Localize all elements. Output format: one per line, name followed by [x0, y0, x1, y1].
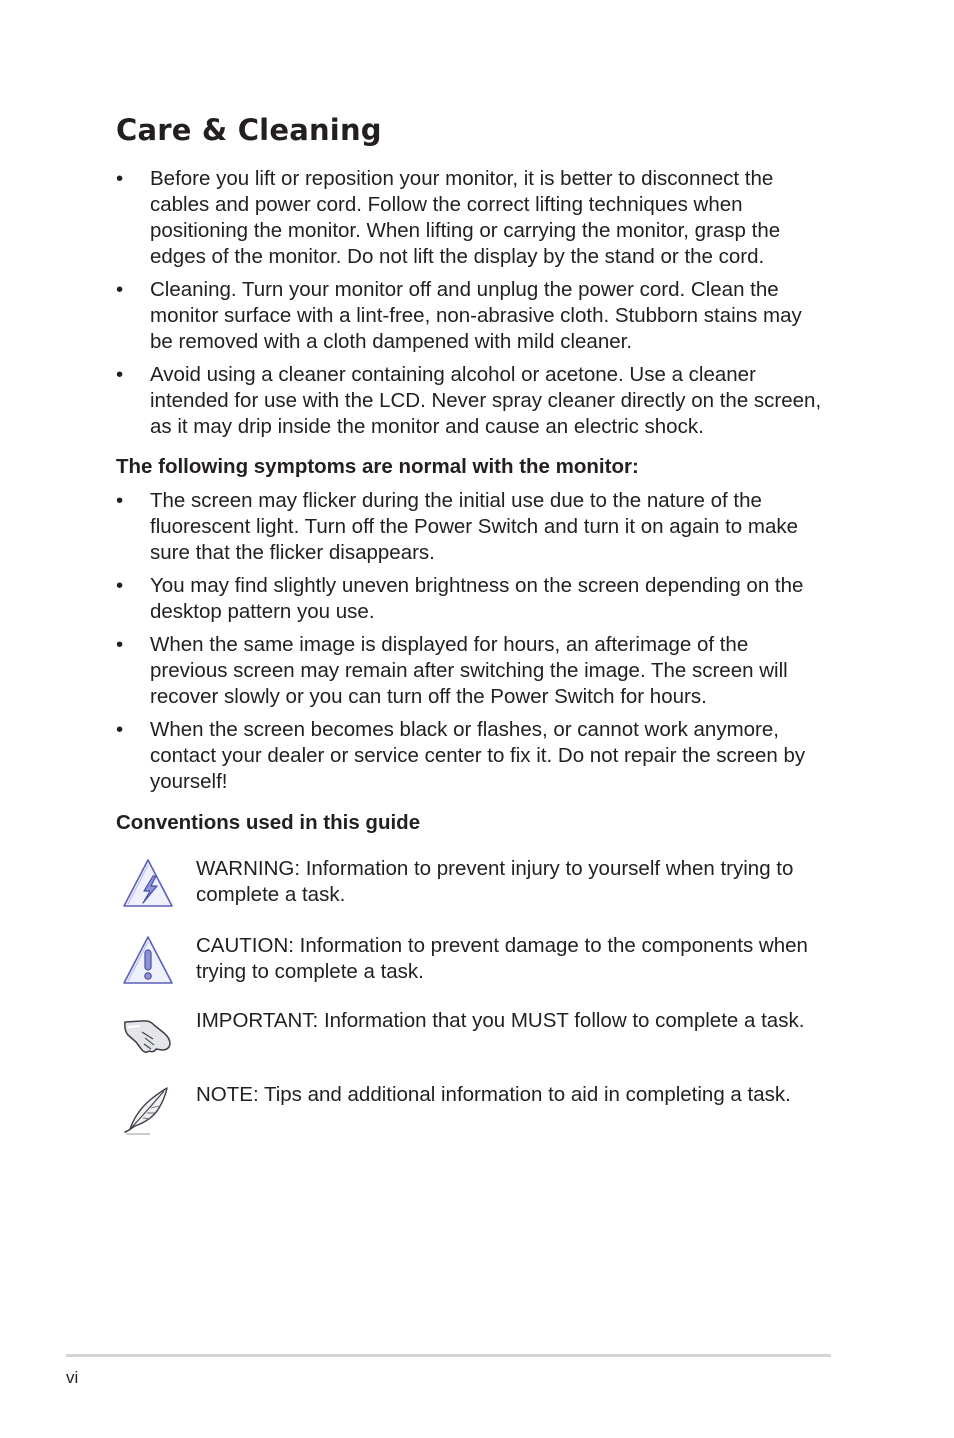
list-item [116, 362, 828, 440]
list-item [116, 166, 828, 270]
list-item [116, 717, 828, 795]
bullet-icon: • [116, 633, 124, 656]
bullet-icon: • [116, 278, 124, 301]
footer-divider [66, 1354, 831, 1357]
page-number: vi [66, 1368, 79, 1387]
pointing-hand-icon [120, 1008, 176, 1064]
caution-text: CAUTION: Information to prevent damage to the components when trying to complete a task. [196, 934, 808, 983]
bullet-text: Before you lift or reposition your monitor, it is better to disconnect the cables and power cord. Follow the correct lifting techniques when positioning the monitor. When lifting or carrying the monitor, grasp the edges of the monitor. Do not lift the display by the stand or the cord. [150, 167, 781, 268]
warning-text: WARNING: Information to prevent injury to yourself when trying to complete a task. [196, 857, 794, 906]
bullet-text: When the same image is displayed for hours, an afterimage of the previous screen may remain after switching the image. The screen will recover slowly or you can turn off the Power Switch for hours. [150, 633, 788, 708]
page-title: Care & Cleaning [116, 113, 382, 147]
conventions-heading: Conventions used in this guide [116, 811, 421, 834]
list-item [116, 488, 828, 566]
bullet-text: The screen may flicker during the initial use due to the nature of the fluorescent light. Turn off the Power Switch and turn it on again to make sure that the flicker disappears. [150, 489, 799, 564]
bullet-text: Cleaning. Turn your monitor off and unplug the power cord. Clean the monitor surface with a lint-free, non-abrasive cloth. Stubborn stains may be removed with a cloth dampened with mild cleaner. [150, 278, 802, 353]
important-text: IMPORTANT: Information that you MUST follow to complete a task. [196, 1009, 805, 1032]
bullet-icon: • [116, 363, 124, 386]
list-item [116, 632, 828, 710]
quill-pen-icon [120, 1082, 176, 1138]
bullet-icon: • [116, 574, 124, 597]
bullet-text: You may find slightly uneven brightness on the screen depending on the desktop pattern you use. [150, 574, 804, 623]
list-item [116, 277, 828, 355]
bullet-text: Avoid using a cleaner containing alcohol or acetone. Use a cleaner intended for use with the LCD. Never spray cleaner directly on the screen, as it may drip inside the monitor and cause an electric shock. [150, 363, 822, 438]
bullet-icon: • [116, 167, 124, 190]
symptoms-heading: The following symptoms are normal with the monitor: [116, 455, 639, 478]
care-bullet-list [116, 166, 828, 447]
bullet-icon: • [116, 718, 124, 741]
symptom-bullet-list [116, 488, 828, 802]
exclamation-caution-icon [120, 933, 176, 989]
bullet-text: When the screen becomes black or flashes, or cannot work anymore, contact your dealer or service center to fix it. Do not repair the screen by yourself! [150, 718, 806, 793]
list-item [116, 573, 828, 625]
bullet-icon: • [116, 489, 124, 512]
lightning-warning-icon [120, 856, 176, 912]
note-text: NOTE: Tips and additional information to aid in completing a task. [196, 1083, 791, 1106]
